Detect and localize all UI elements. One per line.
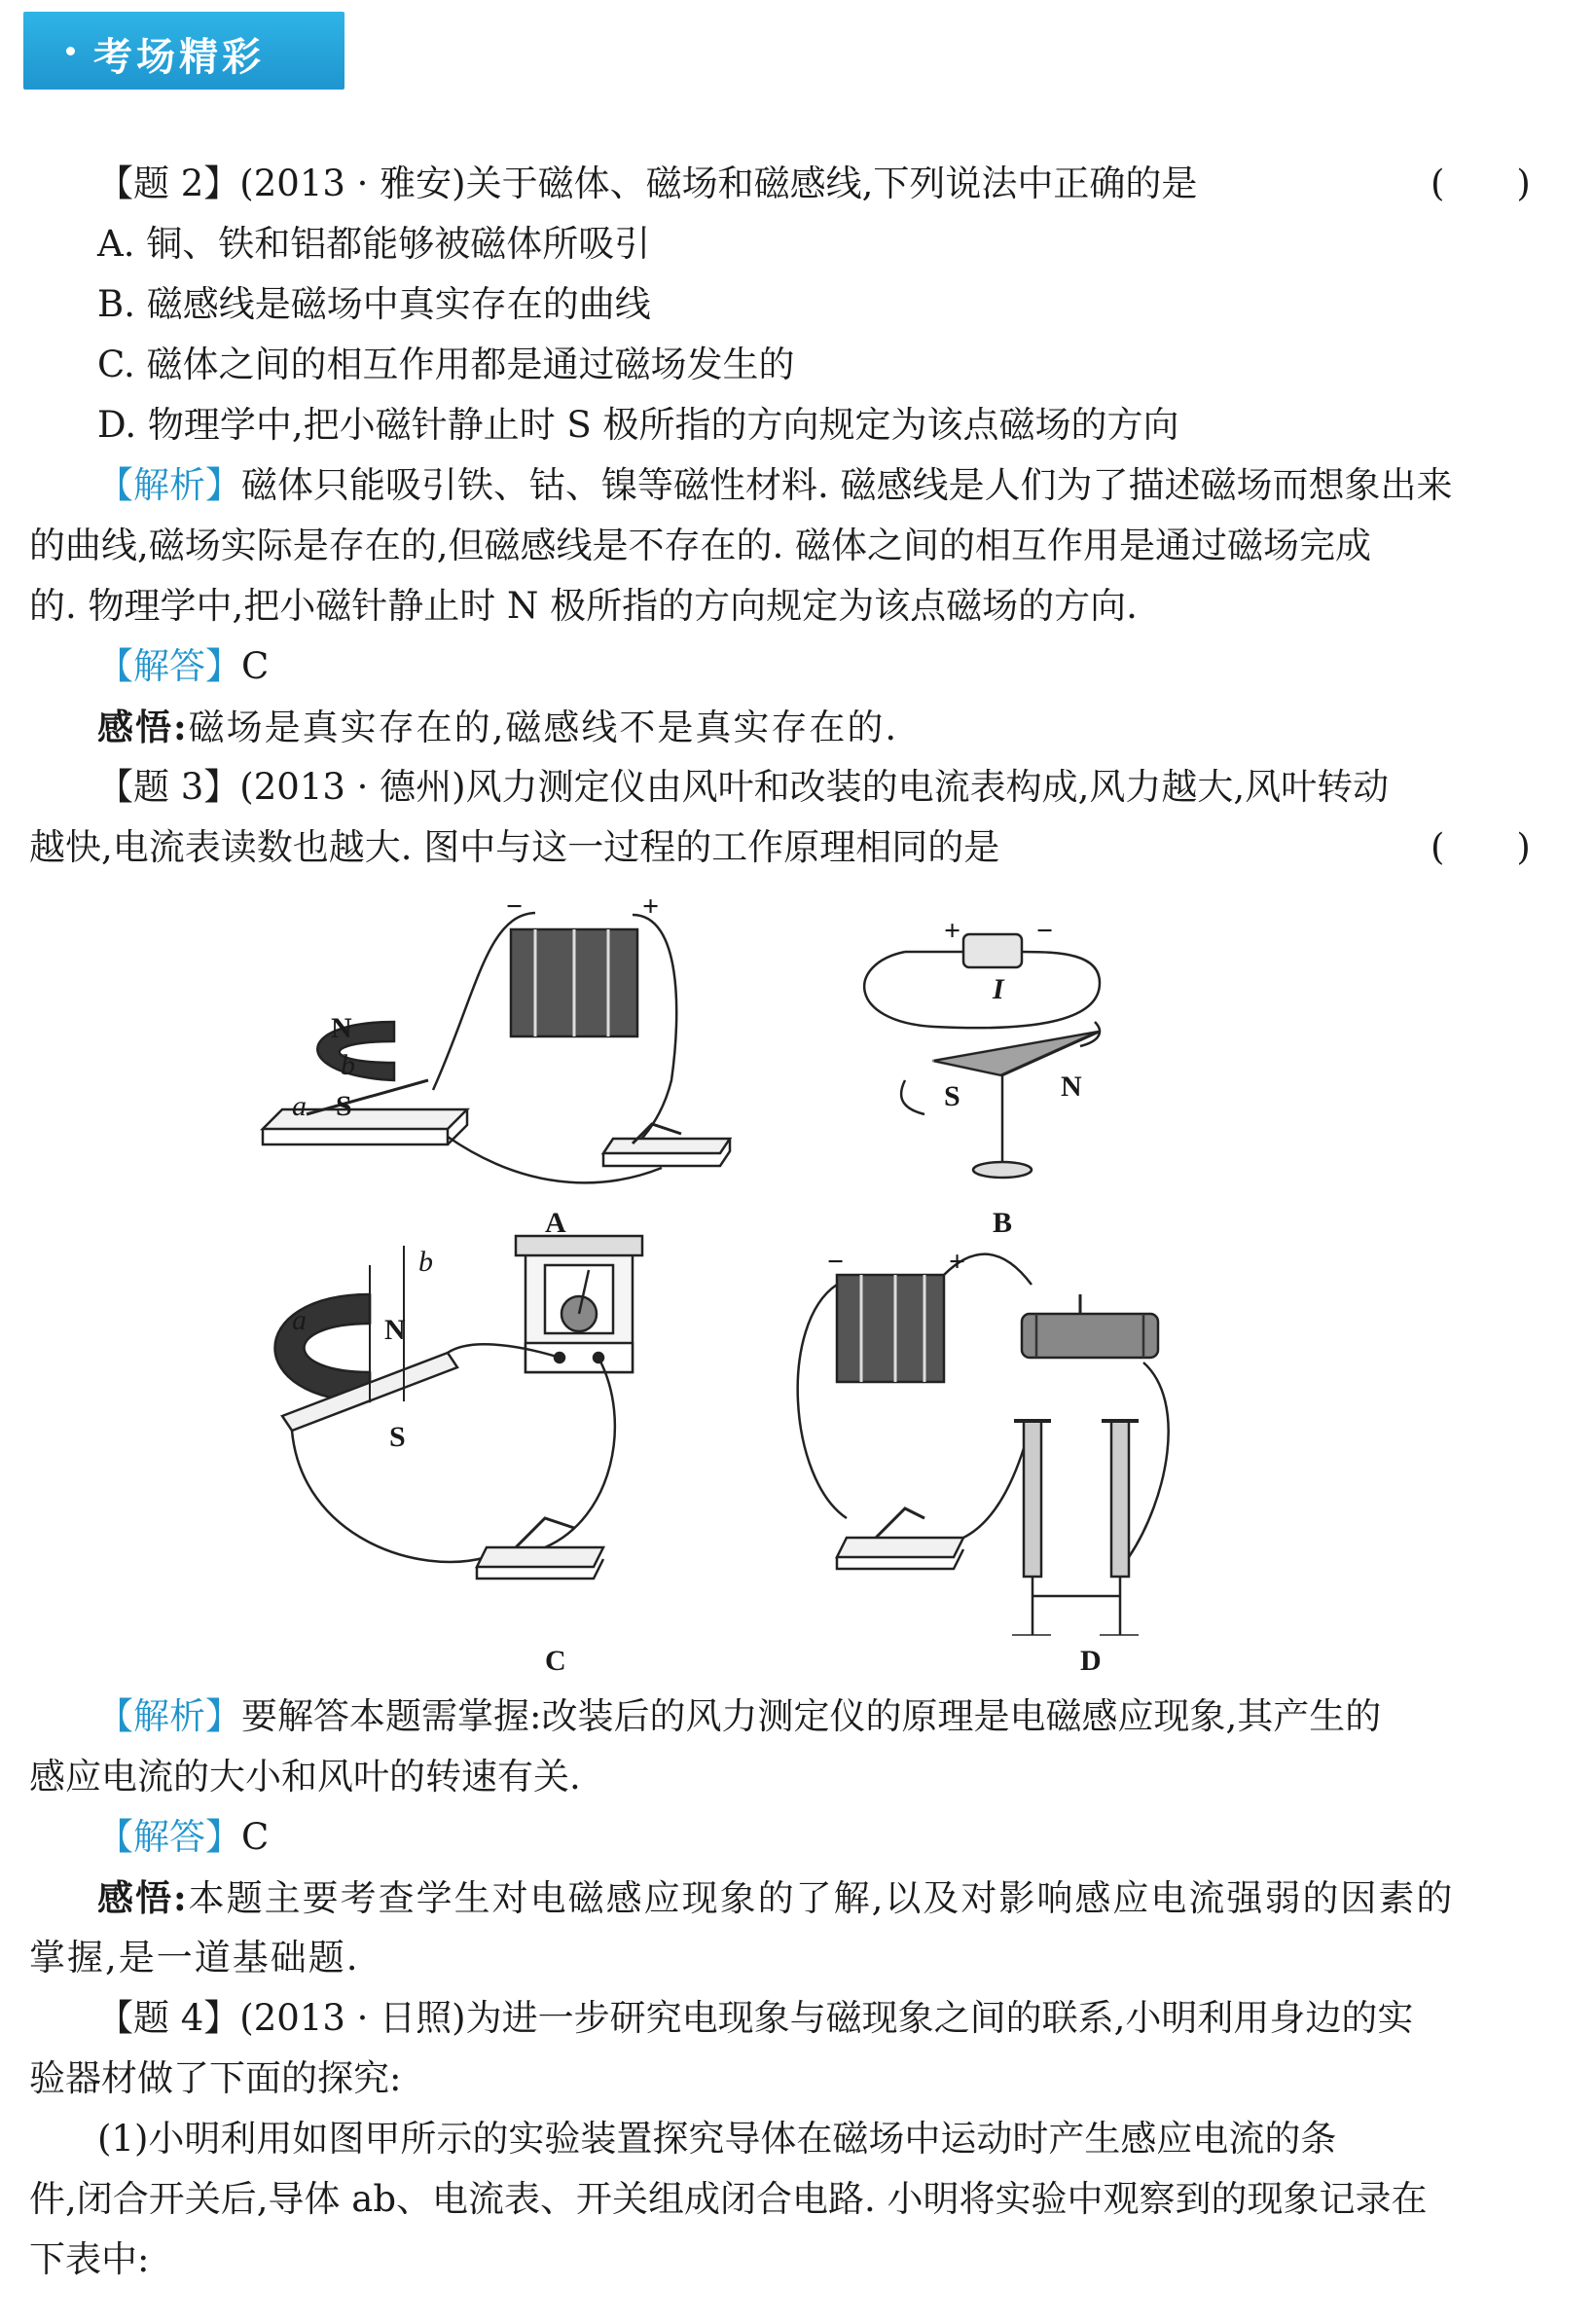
analysis-tag: 【解析】: [97, 1695, 241, 1737]
q4-part1-line1: (1)小明利用如图甲所示的实验装置探究导体在磁场中运动时产生感应电流的条: [97, 2118, 1337, 2160]
q3-stem-line1: 【题 3】(2013 · 德州)风力测定仪由风叶和改装的电流表构成,风力越大,风叶转动: [97, 766, 1390, 808]
figure-b-drawing: [864, 934, 1100, 1178]
q2-stem: 【题 2】(2013 · 雅安)关于磁体、磁场和磁感线,下列说法中正确的是: [97, 163, 1198, 204]
q4-part1-line2: 件,闭合开关后,导体 ab、电流表、开关组成闭合电路. 小明将实验中观察到的现象记录在: [29, 2178, 1428, 2220]
fig-a-mark-a: a: [292, 1090, 307, 1122]
q4-stem-line2: 验器材做了下面的探究:: [29, 2057, 402, 2099]
q2-analysis-line3: 的. 物理学中,把小磁针静止时 N 极所指的方向规定为该点磁场的方向.: [29, 585, 1138, 627]
fig-a-mark-s: S: [336, 1090, 352, 1122]
insight-label: 感悟:: [97, 1876, 189, 1919]
q3-answer-paren: ( ): [1431, 826, 1531, 868]
insight-label: 感悟:: [97, 706, 189, 748]
figure-c-drawing: [275, 1236, 643, 1579]
fig-c-mark-n: N: [384, 1314, 406, 1346]
fig-a-mark-b: b: [341, 1049, 355, 1081]
q3-insight-text: 本题主要考查学生对电磁感应现象的了解,以及对影响感应电流强弱的因素的: [188, 1877, 1455, 1919]
q3-insight-line2: 掌握,是一道基础题.: [29, 1937, 360, 1979]
fig-d-mark-minus: −: [827, 1246, 845, 1278]
fig-b-mark-s: S: [944, 1080, 960, 1112]
q2-analysis-line1: [97, 462, 1453, 509]
fig-c-mark-s: S: [389, 1421, 406, 1453]
q2-insight: [97, 704, 898, 751]
fig-b-mark-i: I: [993, 973, 1004, 1005]
q4-part1-line3: 下表中:: [29, 2238, 150, 2280]
q3-analysis-text: 要解答本题需掌握:改装后的风力测定仪的原理是电磁感应现象,其产生的: [241, 1695, 1382, 1737]
q3-analysis-line1: [97, 1693, 1381, 1740]
q4-stem-line1: 【题 4】(2013 · 日照)为进一步研究电现象与磁现象之间的联系,小明利用身边的实: [97, 1997, 1414, 2039]
q2-answer-value: C: [241, 645, 270, 687]
q2-insight-text: 磁场是真实存在的,磁感线不是真实存在的.: [188, 707, 899, 748]
fig-a-mark-plus: +: [642, 890, 660, 923]
q3-insight-line1: [97, 1874, 1454, 1922]
q2-option-c: C. 磁体之间的相互作用都是通过磁场发生的: [97, 344, 795, 385]
q3-stem-line2: 越快,电流表读数也越大. 图中与这一过程的工作原理相同的是: [29, 826, 1000, 868]
answer-tag: 【解答】: [97, 1816, 241, 1858]
analysis-tag: 【解析】: [97, 464, 241, 506]
figure-a-drawing: [263, 913, 730, 1182]
q2-analysis-line2: 的曲线,磁场实际是存在的,但磁感线是不存在的. 磁体之间的相互作用是通过磁场完成: [29, 525, 1372, 566]
fig-b-label: B: [993, 1207, 1013, 1239]
q2-answer: [97, 643, 269, 690]
bullet-dot-icon: [66, 47, 75, 55]
q2-option-b: B. 磁感线是磁场中真实存在的曲线: [97, 283, 651, 325]
q3-figures-svg: [224, 876, 1353, 1713]
q3-analysis-line2: 感应电流的大小和风叶的转速有关.: [29, 1756, 581, 1797]
fig-a-label: A: [545, 1207, 566, 1239]
fig-d-label: D: [1080, 1645, 1102, 1677]
q3-figures: [224, 876, 1353, 1713]
fig-d-mark-plus: +: [949, 1246, 966, 1278]
fig-a-mark-n: N: [331, 1012, 352, 1044]
section-title: 考场精彩: [93, 35, 265, 80]
fig-b-mark-minus: −: [1036, 915, 1054, 947]
fig-b-mark-plus: +: [944, 915, 961, 947]
q3-answer-value: C: [241, 1816, 270, 1858]
q2-option-d: D. 物理学中,把小磁针静止时 S 极所指的方向规定为该点磁场的方向: [97, 404, 1179, 446]
section-header: [23, 12, 344, 90]
q2-option-a: A. 铜、铁和铝都能够被磁体所吸引: [97, 223, 651, 265]
figure-d-drawing: [798, 1254, 1169, 1635]
answer-tag: 【解答】: [97, 645, 241, 687]
fig-c-label: C: [545, 1645, 566, 1677]
fig-c-mark-b: b: [418, 1246, 433, 1278]
q2-analysis-text: 磁体只能吸引铁、钴、镍等磁性材料. 磁感线是人们为了描述磁场而想象出来: [241, 464, 1453, 506]
q3-answer: [97, 1814, 269, 1861]
q2-answer-paren: ( ): [1431, 163, 1531, 204]
fig-c-mark-a: a: [292, 1304, 307, 1336]
fig-b-mark-n: N: [1061, 1071, 1082, 1103]
fig-a-mark-minus: −: [506, 890, 524, 923]
